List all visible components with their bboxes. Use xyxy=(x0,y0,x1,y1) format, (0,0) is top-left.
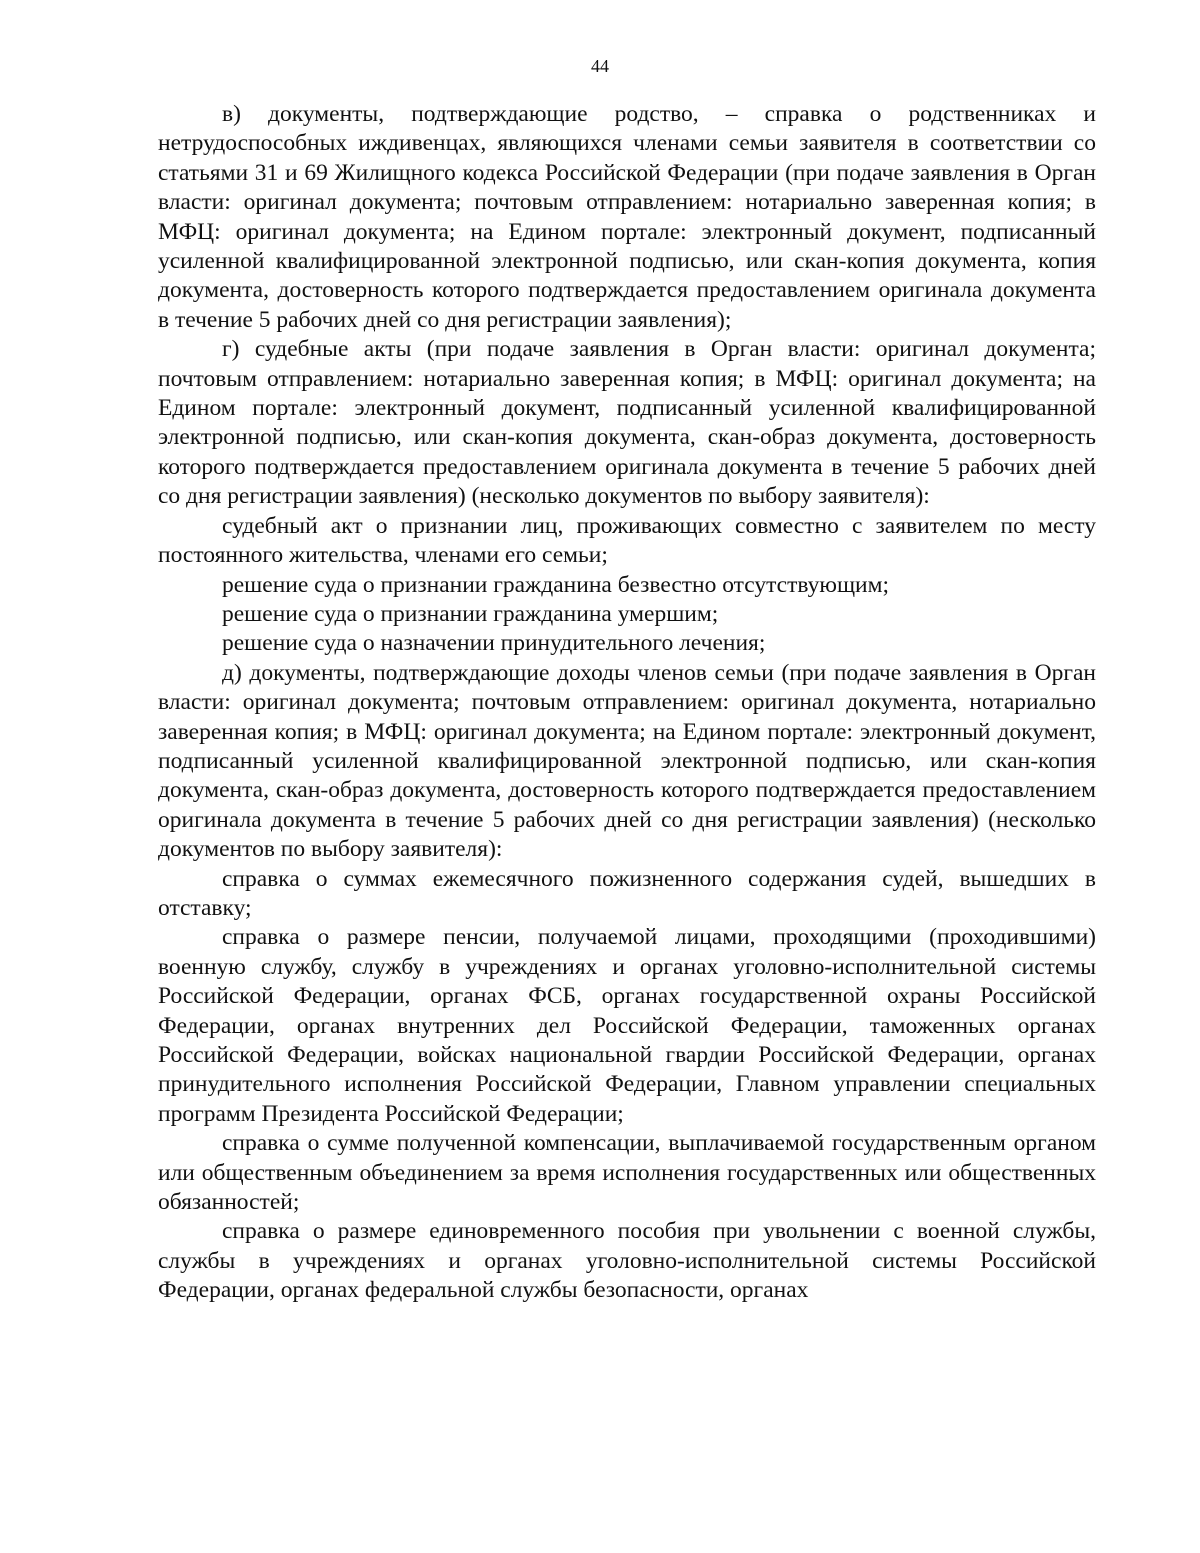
paragraph-d-income-docs: д) документы, подтверждающие доходы членов семьи (при подаче заявления в Орган власти: оригинал документа; почтовым отправлением: оригинал документа, нотариально заверенная копия; в МФЦ: оригинал документа; на Едином портале: электронный документ, подписанный усиленной квалифицированной электронной подписью, или скан-копия документа, скан-образ документа, достоверность которого подтверждается предоставлением оригинала документа в течение 5 рабочих дней со дня регистрации заявления) (несколько документов по выбору заявителя): xyxy=(158,659,1096,863)
document-body xyxy=(158,100,1096,1306)
list-item: справка о суммах ежемесячного пожизненного содержания судей, вышедших в отставку; xyxy=(158,865,1096,921)
list-item: судебный акт о признании лиц, проживающих совместно с заявителем по месту постоянного жительства, членами его семьи; xyxy=(158,512,1096,569)
list-item: справка о размере единовременного пособия при увольнении с военной службы, службы в учреждениях и органах уголовно-исполнительной системы Российской Федерации, органах федеральной службы безопасности, органах xyxy=(158,1218,1096,1304)
list-item: решение суда о назначении принудительного лечения; xyxy=(222,630,766,657)
list-item: справка о сумме полученной компенсации, выплачиваемой государственным органом или общественным объединением за время исполнения государственных или общественных обязанностей; xyxy=(158,1130,1096,1216)
paragraph-g-court-acts: г) судебные акты (при подаче заявления в Орган власти: оригинал документа; почтовым отправлением: нотариально заверенная копия; в МФЦ: оригинал документа; на Едином портале: электронный документ, подписанный усиленной квалифицированной электронной подписью, или скан-копия документа, скан-образ документа, достоверность которого подтверждается предоставлением оригинала документа в течение 5 рабочих дней со дня регистрации заявления) (несколько документов по выбору заявителя): xyxy=(158,336,1096,510)
list-item: справка о размере пенсии, получаемой лицами, проходящими (проходившими) военную службу, службу в учреждениях и органах уголовно-исполнительной системы Российской Федерации, органах ФСБ, органах государственной охраны Российской Федерации, органах внутренних дел Российской Федерации, таможенных органах Российской Федерации, войсках национальной гвардии Российской Федерации, органах принудительного исполнения Российской Федерации, Главном управлении специальных программ Президента Российской Федерации; xyxy=(158,924,1096,1127)
list-item: решение суда о признании гражданина безвестно отсутствующим; xyxy=(222,571,890,598)
list-item: решение суда о признании гражданина умершим; xyxy=(222,600,719,627)
paragraph-v-kinship-docs: в) документы, подтверждающие родство, – справка о родственниках и нетрудоспособных иждивенцах, являющихся членами семьи заявителя в соответствии со статьями 31 и 69 Жилищного кодекса Российской Федерации (при подаче заявления в Орган власти: оригинал документа; почтовым отправлением: нотариально заверенная копия; в МФЦ: оригинал документа; на Едином портале: электронный документ, подписанный усиленной квалифицированной электронной подписью, или скан-копия документа, копия документа, достоверность которого подтверждается предоставлением оригинала документа в течение 5 рабочих дней со дня регистрации заявления); xyxy=(158,101,1096,333)
page-number: 44 xyxy=(591,56,609,76)
